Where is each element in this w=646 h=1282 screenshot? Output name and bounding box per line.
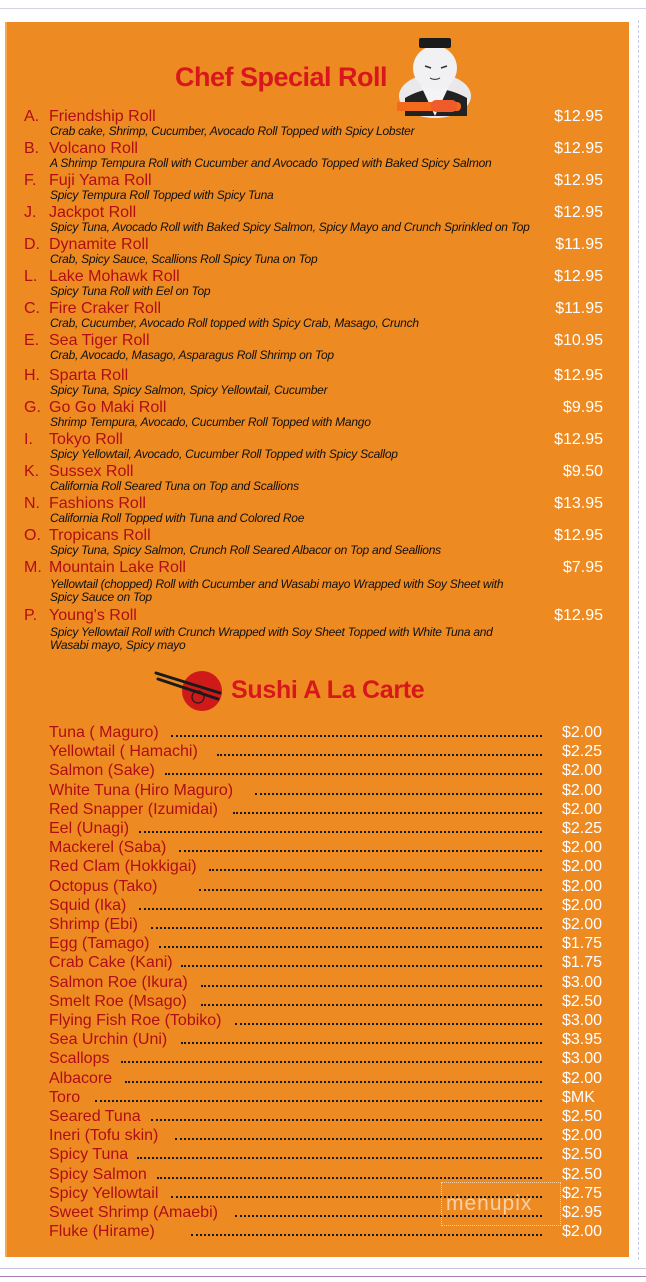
menupix-watermark <box>441 1182 561 1226</box>
roll-item <box>0 268 640 302</box>
dot-leader <box>157 1171 542 1179</box>
carte-item-price: $2.00 <box>562 1070 603 1087</box>
roll-price: $12.95 <box>554 268 603 285</box>
roll-item <box>0 332 640 366</box>
carte-item <box>0 857 640 876</box>
carte-item-price: $MK <box>562 1089 595 1106</box>
roll-name: Lake Mohawk Roll <box>49 268 180 285</box>
roll-letter: M. <box>24 559 42 576</box>
carte-item <box>0 973 640 992</box>
carte-item-name: Toro <box>49 1089 81 1106</box>
dot-leader <box>255 787 542 795</box>
carte-item-name: Yellowtail ( Hamachi) <box>49 743 198 760</box>
roll-item <box>0 300 640 334</box>
roll-item <box>0 527 640 561</box>
carte-item-name: Crab Cake (Kani) <box>49 954 173 971</box>
roll-name: Tokyo Roll <box>49 431 123 448</box>
roll-letter: I. <box>24 431 33 448</box>
carte-item-name: Red Clam (Hokkigai) <box>49 858 197 875</box>
carte-item-name: Sea Urchin (Uni) <box>49 1031 168 1048</box>
carte-item-name: Salmon Roe (Ikura) <box>49 974 188 991</box>
carte-item-name: Spicy Salmon <box>49 1166 147 1183</box>
roll-description: Crab, Spicy Sauce, Scallions Roll Spicy Tuna on Top <box>50 252 318 266</box>
dot-leader <box>233 806 542 814</box>
dot-leader <box>235 1017 542 1025</box>
carte-item-price: $2.00 <box>562 762 603 779</box>
carte-item-name: Tuna ( Maguro) <box>49 724 159 741</box>
carte-item <box>0 1011 640 1030</box>
roll-letter: B. <box>24 140 40 157</box>
roll-description: Spicy Tempura Roll Topped with Spicy Tuna <box>50 188 274 202</box>
roll-letter: L. <box>24 268 38 285</box>
carte-item-name: Salmon (Sake) <box>49 762 155 779</box>
dot-leader <box>199 883 542 891</box>
roll-price: $11.95 <box>555 236 603 253</box>
roll-name: Go Go Maki Roll <box>49 399 167 416</box>
roll-price: $12.95 <box>554 367 603 384</box>
roll-description: Spicy Yellowtail Roll with Crunch Wrapped with Soy Sheet Topped with White Tuna and Wasabi mayo, Spicy mayo <box>50 625 493 652</box>
roll-item <box>0 495 640 529</box>
carte-item-price: $2.00 <box>562 782 603 799</box>
roll-item <box>0 431 640 465</box>
carte-item <box>0 838 640 857</box>
roll-letter: H. <box>24 367 40 384</box>
roll-description: A Shrimp Tempura Roll with Cucumber and Avocado Topped with Baked Spicy Salmon <box>50 156 492 170</box>
carte-item <box>0 800 640 819</box>
chef-special-title: Chef Special Roll <box>175 62 388 92</box>
carte-item-name: White Tuna (Hiro Maguro) <box>49 782 234 799</box>
roll-description: Crab, Avocado, Masago, Asparagus Roll Shrimp on Top <box>50 348 334 362</box>
roll-letter: G. <box>24 399 41 416</box>
carte-item <box>0 992 640 1011</box>
carte-item-name: Fluke (Hirame) <box>49 1223 155 1240</box>
carte-item-price: $2.00 <box>562 858 603 875</box>
carte-item-name: Sweet Shrimp (Amaebi) <box>49 1204 218 1221</box>
roll-price: $12.95 <box>554 140 603 157</box>
roll-item <box>0 172 640 206</box>
carte-item <box>0 1145 640 1164</box>
roll-name: Dynamite Roll <box>49 236 149 253</box>
roll-name: Young's Roll <box>49 607 137 624</box>
roll-description: California Roll Topped with Tuna and Colored Roe <box>50 511 305 525</box>
carte-item-name: Albacore <box>49 1070 113 1087</box>
carte-item-name: Scallops <box>49 1050 110 1067</box>
roll-letter: J. <box>24 204 37 221</box>
roll-price: $12.95 <box>554 108 603 125</box>
roll-item <box>0 559 640 604</box>
carte-item-price: $3.00 <box>562 974 603 991</box>
carte-item-name: Mackerel (Saba) <box>49 839 167 856</box>
carte-item-price: $2.50 <box>562 1166 603 1183</box>
dot-leader <box>171 729 542 737</box>
carte-item <box>0 781 640 800</box>
roll-description: Yellowtail (chopped) Roll with Cucumber and Wasabi mayo Wrapped with Soy Sheet with Spicy Sauce on Top <box>50 577 504 604</box>
roll-letter: K. <box>24 463 40 480</box>
dot-leader <box>165 767 542 775</box>
roll-letter: N. <box>24 495 40 512</box>
roll-item <box>0 367 640 401</box>
chopsticks-bowl-icon <box>154 667 224 713</box>
dot-leader <box>95 1094 542 1102</box>
roll-name: Fire Craker Roll <box>49 300 162 317</box>
roll-price: $12.95 <box>554 607 603 624</box>
carte-item-price: $2.50 <box>562 1146 603 1163</box>
carte-item <box>0 723 640 742</box>
roll-description: Spicy Tuna, Avocado Roll with Baked Spicy Salmon, Spicy Mayo and Crunch Sprinkled on Top <box>50 220 530 234</box>
carte-item <box>0 953 640 972</box>
roll-name: Fashions Roll <box>49 495 146 512</box>
roll-item <box>0 463 640 497</box>
roll-price: $9.50 <box>562 463 603 480</box>
roll-letter: D. <box>24 236 40 253</box>
carte-item-price: $2.95 <box>562 1204 603 1221</box>
a-la-carte-title: Sushi A La Carte <box>231 676 425 704</box>
carte-item-name: Flying Fish Roe (Tobiko) <box>49 1012 222 1029</box>
dot-leader <box>139 825 542 833</box>
carte-item <box>0 761 640 780</box>
roll-price: $13.95 <box>554 495 603 512</box>
dot-leader <box>139 902 542 910</box>
carte-item-name: Seared Tuna <box>49 1108 141 1125</box>
roll-name: Sparta Roll <box>49 367 129 384</box>
roll-name: Jackpot Roll <box>49 204 137 221</box>
carte-item-name: Squid (Ika) <box>49 897 127 914</box>
carte-item-name: Smelt Roe (Msago) <box>49 993 187 1010</box>
dot-leader <box>179 844 542 852</box>
dot-leader <box>181 959 542 967</box>
carte-item <box>0 934 640 953</box>
roll-letter: P. <box>24 607 38 624</box>
carte-item <box>0 742 640 761</box>
carte-item-price: $2.00 <box>562 878 603 895</box>
dot-leader <box>159 940 542 948</box>
roll-price: $12.95 <box>554 172 603 189</box>
carte-item-name: Spicy Yellowtail <box>49 1185 159 1202</box>
carte-item-price: $2.25 <box>562 743 603 760</box>
roll-description: Spicy Tuna, Spicy Salmon, Spicy Yellowtail, Cucumber <box>50 383 328 397</box>
carte-item-name: Red Snapper (Izumidai) <box>49 801 218 818</box>
carte-item <box>0 915 640 934</box>
dot-leader <box>175 1132 542 1140</box>
carte-item-price: $2.50 <box>562 1108 603 1125</box>
carte-item-name: Ineri (Tofu skin) <box>49 1127 159 1144</box>
carte-item <box>0 1069 640 1088</box>
roll-description: Crab, Cucumber, Avocado Roll topped with Spicy Crab, Masago, Crunch <box>50 316 419 330</box>
carte-item <box>0 877 640 896</box>
carte-item-price: $2.00 <box>562 839 603 856</box>
carte-item-price: $2.25 <box>562 820 603 837</box>
roll-price: $11.95 <box>555 300 603 317</box>
carte-item-name: Octopus (Tako) <box>49 878 158 895</box>
carte-item <box>0 1049 640 1068</box>
carte-item-price: $3.95 <box>562 1031 603 1048</box>
watermark-text: menupix <box>446 1192 533 1215</box>
roll-name: Volcano Roll <box>49 140 138 157</box>
carte-item-name: Egg (Tamago) <box>49 935 150 952</box>
roll-description: California Roll Seared Tuna on Top and Scallions <box>50 479 299 493</box>
roll-letter: O. <box>24 527 41 544</box>
roll-name: Sea Tiger Roll <box>49 332 150 349</box>
carte-item-price: $2.75 <box>562 1185 603 1202</box>
roll-price: $12.95 <box>554 204 603 221</box>
dot-leader <box>137 1151 542 1159</box>
dot-leader <box>151 1113 542 1121</box>
dot-leader <box>217 748 542 756</box>
carte-item-price: $2.00 <box>562 916 603 933</box>
dot-leader <box>125 1075 542 1083</box>
dot-leader <box>209 863 542 871</box>
roll-name: Mountain Lake Roll <box>49 559 186 576</box>
carte-item-price: $2.50 <box>562 993 603 1010</box>
carte-item-name: Eel (Unagi) <box>49 820 130 837</box>
roll-letter: E. <box>24 332 40 349</box>
roll-item <box>0 236 640 270</box>
carte-item <box>0 1107 640 1126</box>
roll-price: $9.95 <box>562 399 603 416</box>
carte-item-price: $1.75 <box>562 935 603 952</box>
carte-item-name: Spicy Tuna <box>49 1146 129 1163</box>
roll-description: Spicy Tuna, Spicy Salmon, Crunch Roll Seared Albacor on Top and Seallions <box>50 543 441 557</box>
roll-item <box>0 399 640 433</box>
roll-description: Shrimp Tempura, Avocado, Cucumber Roll Topped with Mango <box>50 415 371 429</box>
carte-item-price: $2.00 <box>562 801 603 818</box>
roll-letter: A. <box>24 108 40 125</box>
carte-item-price: $3.00 <box>562 1012 603 1029</box>
roll-letter: F. <box>24 172 37 189</box>
carte-item <box>0 1030 640 1049</box>
carte-item-price: $2.00 <box>562 897 603 914</box>
roll-description: Spicy Yellowtail, Avocado, Cucumber Roll Topped with Spicy Scallop <box>50 447 398 461</box>
carte-item <box>0 819 640 838</box>
dot-leader <box>201 998 542 1006</box>
dot-leader <box>181 1036 542 1044</box>
roll-price: $7.95 <box>562 559 603 576</box>
roll-item <box>0 204 640 238</box>
carte-item-price: $3.00 <box>562 1050 603 1067</box>
bottom-border-line-2 <box>0 1276 646 1277</box>
roll-price: $10.95 <box>554 332 603 349</box>
carte-item <box>0 1126 640 1145</box>
roll-name: Sussex Roll <box>49 463 134 480</box>
carte-item <box>0 1088 640 1107</box>
roll-price: $12.95 <box>554 527 603 544</box>
top-border-line <box>0 8 646 9</box>
roll-description: Spicy Tuna Roll with Eel on Top <box>50 284 211 298</box>
roll-description: Crab cake, Shrimp, Cucumber, Avocado Roll Topped with Spicy Lobster <box>50 124 415 138</box>
roll-letter: C. <box>24 300 40 317</box>
carte-item-price: $2.00 <box>562 1223 603 1240</box>
carte-item <box>0 896 640 915</box>
carte-item-name: Shrimp (Ebi) <box>49 916 138 933</box>
bottom-border-line <box>0 1268 646 1269</box>
dot-leader <box>201 979 542 987</box>
carte-item-price: $2.00 <box>562 724 603 741</box>
roll-price: $12.95 <box>554 431 603 448</box>
roll-item <box>0 607 640 652</box>
dot-leader <box>121 1055 542 1063</box>
roll-item <box>0 108 640 142</box>
dot-leader <box>151 921 542 929</box>
carte-item-price: $2.00 <box>562 1127 603 1144</box>
dot-leader <box>191 1228 542 1236</box>
roll-name: Tropicans Roll <box>49 527 151 544</box>
roll-name: Friendship Roll <box>49 108 156 125</box>
carte-item-price: $1.75 <box>562 954 603 971</box>
roll-item <box>0 140 640 174</box>
roll-name: Fuji Yama Roll <box>49 172 152 189</box>
